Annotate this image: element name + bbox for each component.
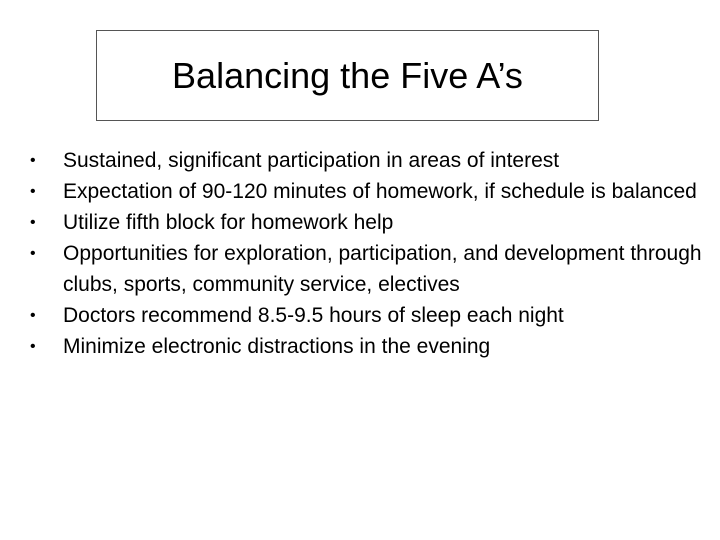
bullet-item	[30, 300, 702, 331]
title-box	[96, 30, 599, 121]
bullet-dot-icon: •	[30, 183, 36, 200]
bullet-dot-icon: •	[30, 245, 36, 262]
bullet-text: Doctors recommend 8.5-9.5 hours of sleep each night	[63, 304, 564, 327]
bullet-text: Sustained, significant participation in areas of interest	[63, 149, 560, 172]
bullet-item	[30, 176, 702, 207]
bullet-item	[30, 145, 702, 176]
bullet-item	[30, 207, 702, 238]
bullet-text: Expectation of 90-120 minutes of homework, if schedule is balanced	[63, 180, 697, 203]
bullet-text: Utilize fifth block for homework help	[63, 211, 394, 234]
bullet-dot-icon: •	[30, 338, 36, 355]
bullet-dot-icon: •	[30, 152, 36, 169]
bullet-text: Opportunities for exploration, participation, and development through clubs, sports, community service, electives	[63, 242, 702, 296]
bullet-list	[30, 145, 702, 362]
bullet-item	[30, 331, 702, 362]
bullet-dot-icon: •	[30, 214, 36, 231]
bullet-item	[30, 238, 702, 300]
bullet-dot-icon: •	[30, 307, 36, 324]
slide-title: Balancing the Five A’s	[172, 54, 523, 96]
bullet-text: Minimize electronic distractions in the evening	[63, 335, 491, 358]
